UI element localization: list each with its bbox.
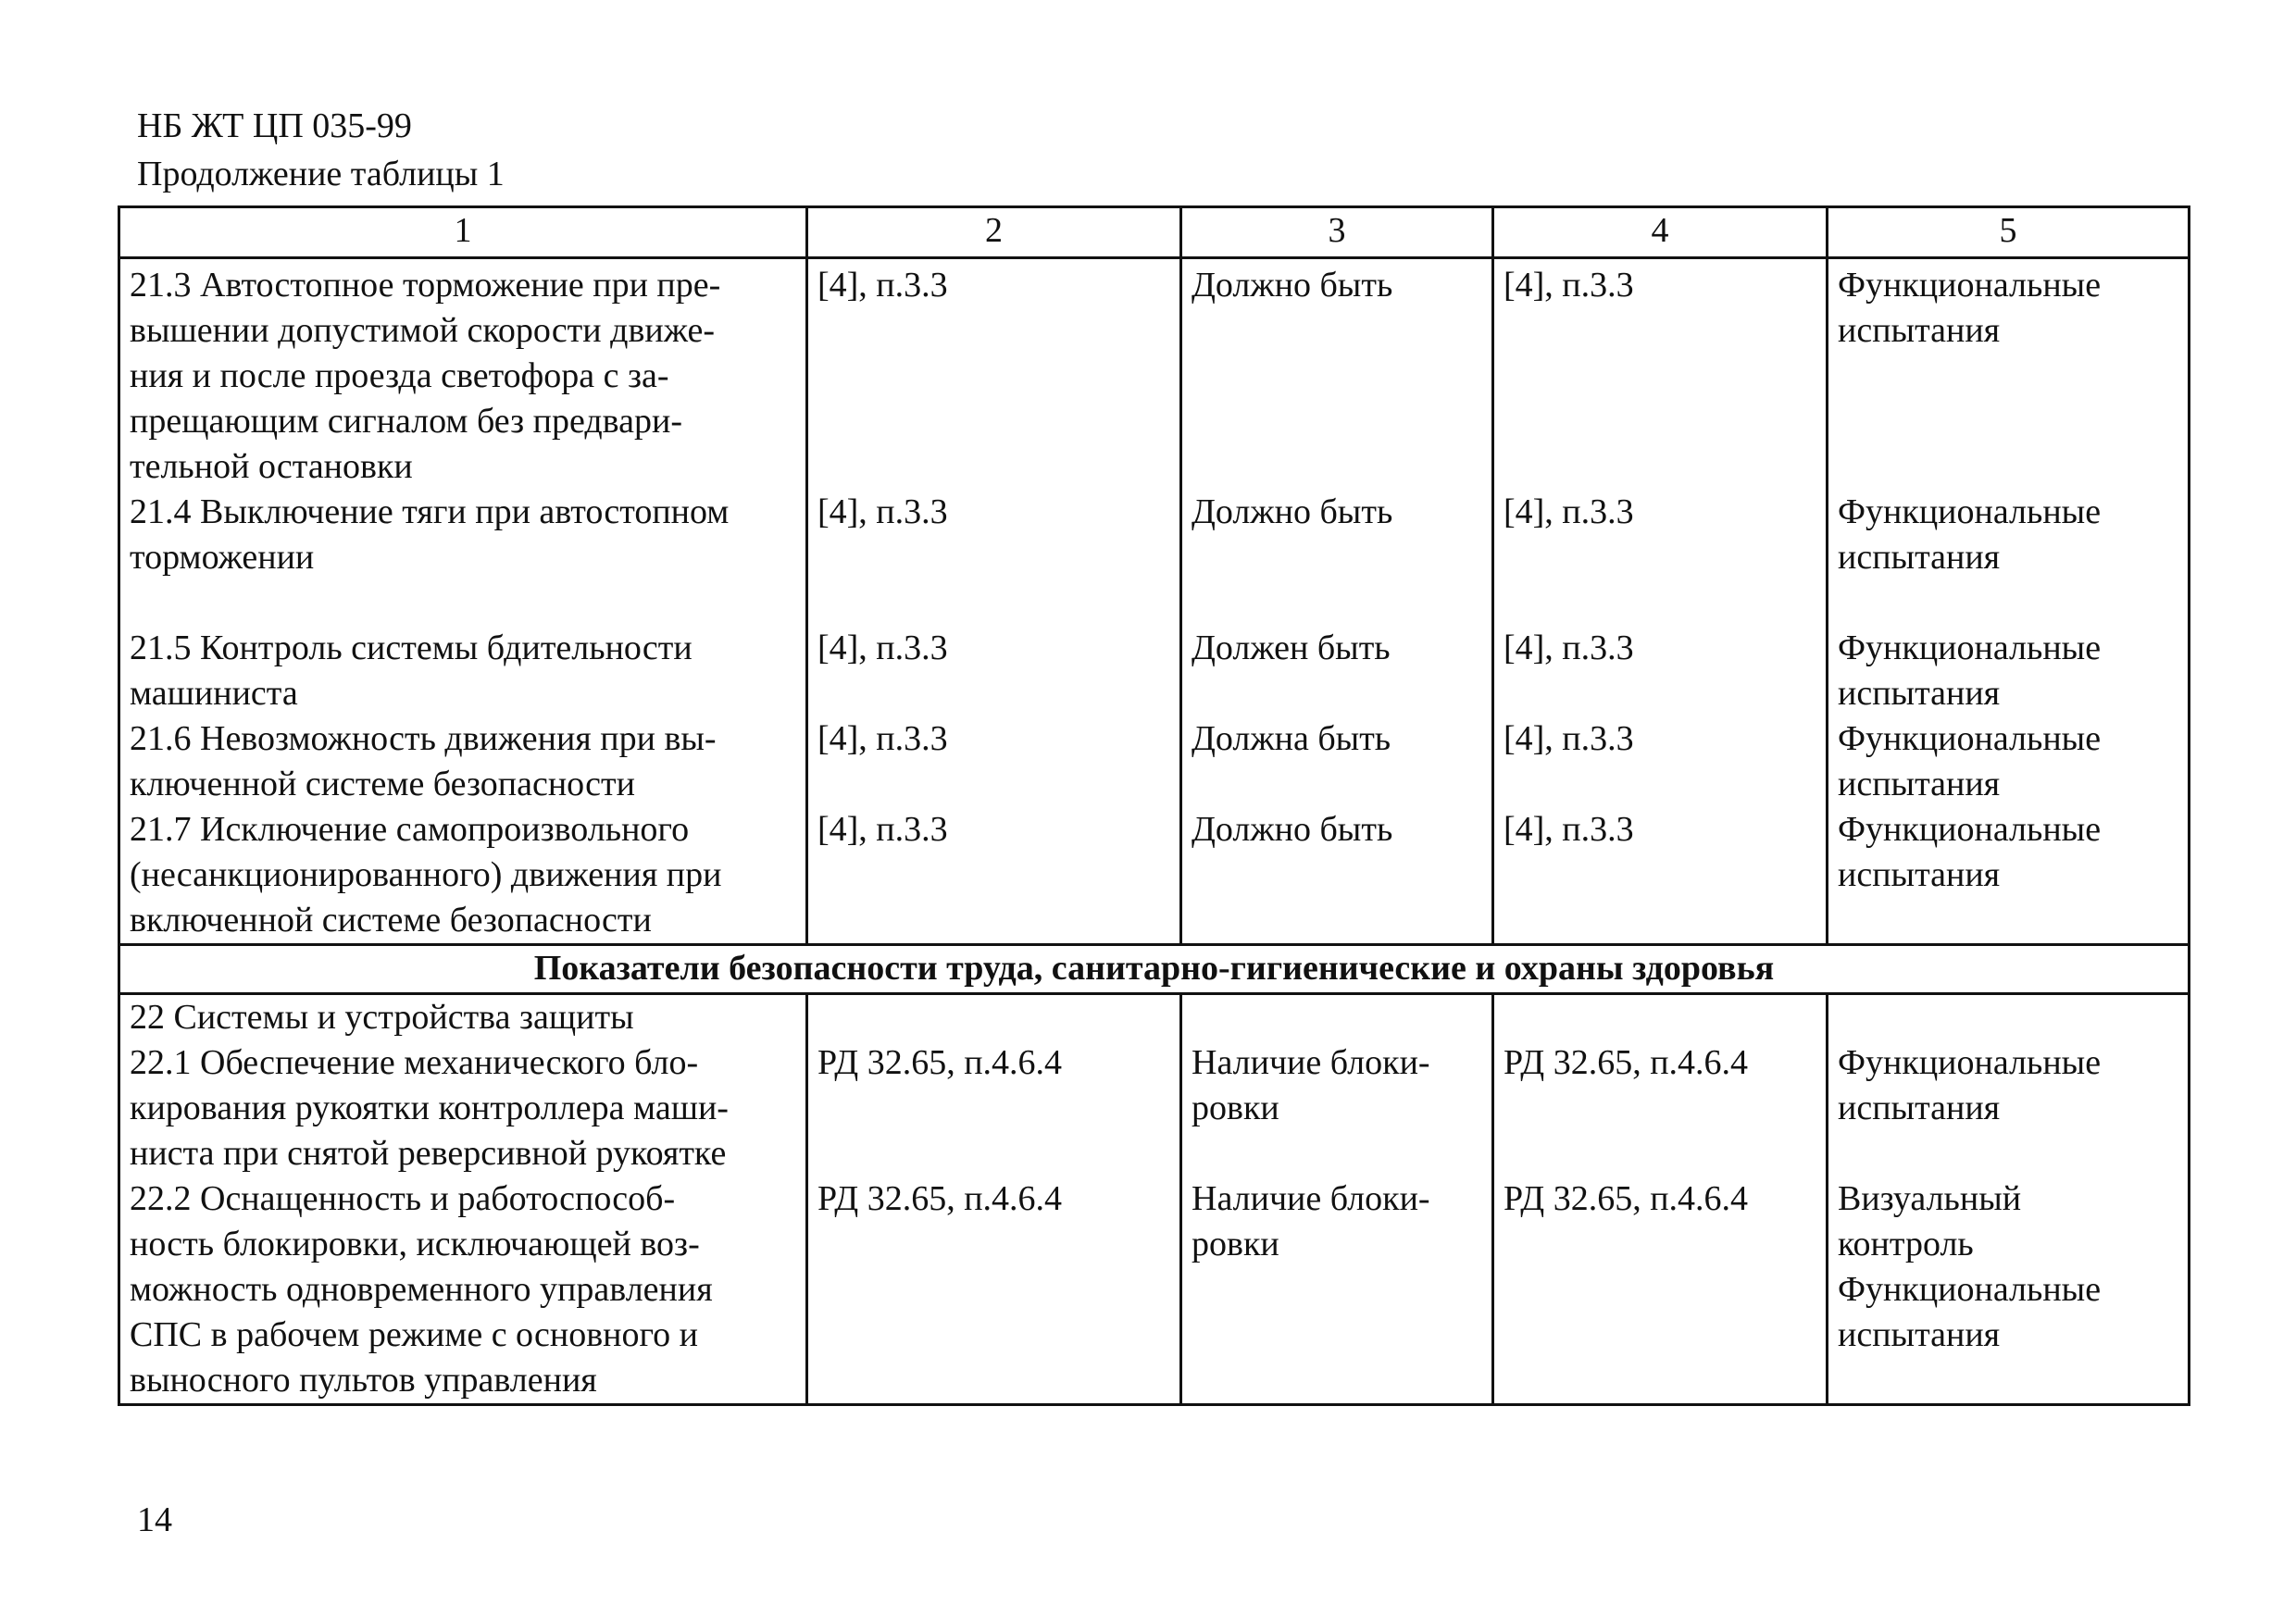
required-value-cell: Должен быть [1181,626,1493,716]
table-row [119,716,2190,807]
table-header-row [119,207,2190,258]
normative-reference-cell: [4], п.3.3 [807,807,1181,945]
test-method-reference-cell: [4], п.3.3 [1493,490,1828,626]
verification-method-cell: Функциональные испытания [1828,807,2190,945]
verification-method-cell: Функциональные испытания [1828,716,2190,807]
column-header: 5 [1828,207,2190,258]
section-title: Показатели безопасности труда, санитарно-гигиенические и охраны здоровья [119,945,2190,994]
normative-reference-cell: РД 32.65, п.4.6.4 [807,1176,1181,1405]
column-header: 1 [119,207,807,258]
document-code: НБ ЖТ ЦП 035-99 [137,106,412,145]
requirement-cell: 21.5 Контроль системы бдительности машиниста [119,626,807,716]
required-value-cell: Наличие блоки- ровки [1181,1176,1493,1405]
test-method-reference-cell: [4], п.3.3 [1493,626,1828,716]
test-method-reference-cell: [4], п.3.3 [1493,716,1828,807]
page-number: 14 [137,1500,172,1539]
table-row [119,1176,2190,1405]
normative-reference-cell: [4], п.3.3 [807,626,1181,716]
required-value-cell: Должно быть [1181,807,1493,945]
table-row [119,490,2190,626]
required-value-cell: Должно быть [1181,258,1493,491]
table-row [119,994,2190,1177]
section-header-row [119,945,2190,994]
table-row [119,807,2190,945]
test-method-reference-cell: РД 32.65, п.4.6.4 [1493,994,1828,1177]
verification-method-cell: Функциональные испытания [1828,994,2190,1177]
test-method-reference-cell: [4], п.3.3 [1493,807,1828,945]
column-header: 3 [1181,207,1493,258]
requirements-table [118,205,2190,1406]
required-value-cell: Должно быть [1181,490,1493,626]
required-value-cell: Должна быть [1181,716,1493,807]
verification-method-cell: Функциональные испытания [1828,258,2190,491]
requirement-cell: 22.2 Оснащенность и работоспособ- ность блокировки, исключающей воз- можность одновременного управления СПС в рабочем режиме с основного и выносного пультов управления [119,1176,807,1405]
normative-reference-cell: [4], п.3.3 [807,490,1181,626]
normative-reference-cell: [4], п.3.3 [807,716,1181,807]
requirement-cell: 21.3 Автостопное торможение при пре- вышении допустимой скорости движе- ния и после проезда светофора с за- прещающим сигналом без предвари- тельной остановки [119,258,807,491]
verification-method-cell: Функциональные испытания [1828,626,2190,716]
requirement-cell: 21.4 Выключение тяги при автостопном торможении [119,490,807,626]
verification-method-cell: Функциональные испытания [1828,490,2190,626]
verification-method-cell: Визуальный контроль Функциональные испытания [1828,1176,2190,1405]
table-caption: Продолжение таблицы 1 [137,155,505,193]
table-row [119,258,2190,491]
normative-reference-cell: РД 32.65, п.4.6.4 [807,994,1181,1177]
requirement-cell: 22 Системы и устройства защиты 22.1 Обеспечение механического бло- кирования рукоятки контроллера маши- ниста при снятой реверсивной рукоятке [119,994,807,1177]
column-header: 2 [807,207,1181,258]
requirement-cell: 21.6 Невозможность движения при вы- ключенной системе безопасности [119,716,807,807]
table-row [119,626,2190,716]
column-header: 4 [1493,207,1828,258]
test-method-reference-cell: РД 32.65, п.4.6.4 [1493,1176,1828,1405]
requirement-cell: 21.7 Исключение самопроизвольного (несанкционированного) движения при включенной системе безопасности [119,807,807,945]
required-value-cell: Наличие блоки- ровки [1181,994,1493,1177]
normative-reference-cell: [4], п.3.3 [807,258,1181,491]
test-method-reference-cell: [4], п.3.3 [1493,258,1828,491]
